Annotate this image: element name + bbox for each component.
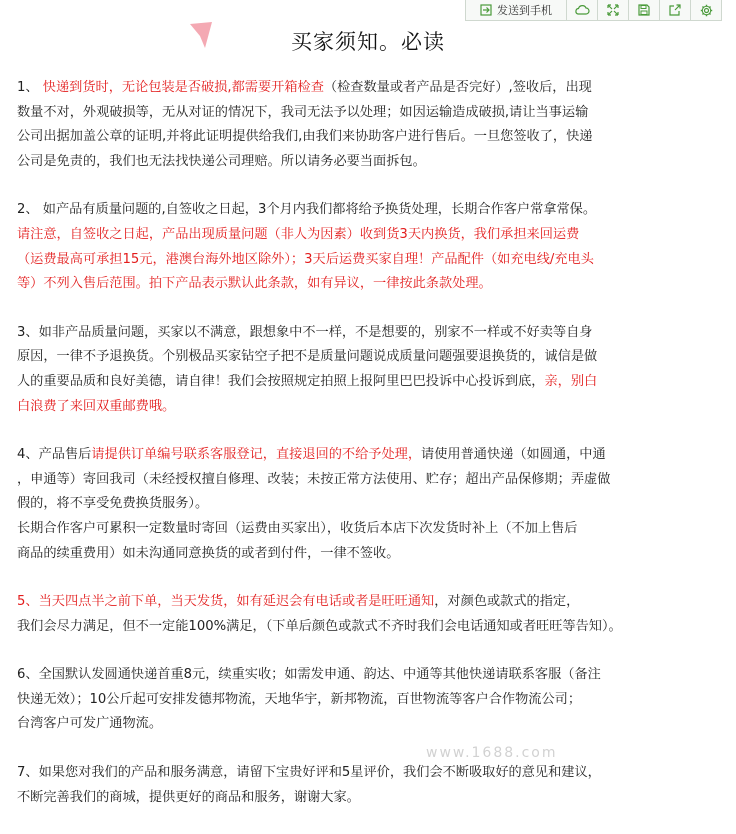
highlight-text: 亲，别白 xyxy=(544,373,598,389)
watermark: www.1688.com xyxy=(426,745,558,761)
notice-line xyxy=(17,125,722,150)
notice-text: 4、产品售后 xyxy=(17,447,92,463)
notice-line xyxy=(17,248,722,273)
save-button[interactable] xyxy=(628,0,659,20)
notice-text: 商品的续重费用）如未沟通同意换货的或者到付件，一律不签收。 xyxy=(17,545,400,561)
cloud-icon xyxy=(574,4,590,16)
notice-text: 原因，一律不予退换货。个别极品买家钻空子把不是质量问题说成质量问题强要退换货的，诚信是做 xyxy=(17,349,598,365)
notice-content xyxy=(17,76,722,834)
expand-icon xyxy=(607,4,619,16)
notice-text: 不断完善我们的商城，提供更好的商品和服务，谢谢大家。 xyxy=(17,789,360,805)
highlight-text: 快递到货时，无论包装是否破损,都需要开箱检查 xyxy=(42,80,324,95)
notice-text: ，申通等）寄回我司（未经授权擅自修理、改装；未按正常方法使用、贮存；超出产品保修期；弄虚做 xyxy=(17,471,611,487)
notice-text: 2、 如产品有质量问题的,自签收之日起，3个月内我们都将给予换货处理，长期合作客户常拿常保。 xyxy=(17,202,597,218)
notice-text: 公司出据加盖公章的证明,并将此证明提供给我们,由我们来协助客户进行售后。一旦您签收了，快递 xyxy=(17,129,593,145)
notice-text: 快递无效）；10公斤起可安排发德邦物流，天地华宇，新邦物流，百世物流等客户合作物流公司； xyxy=(17,691,582,707)
notice-line xyxy=(17,150,722,175)
settings-button[interactable] xyxy=(690,0,721,20)
send-to-phone-label: 发送到手机 xyxy=(497,4,552,17)
notice-text: 人的重要品质和良好美德，请自律！我们会按照规定拍照上报阿里巴巴投诉中心投诉到底， xyxy=(17,373,545,389)
notice-line xyxy=(17,370,722,395)
notice-line xyxy=(17,395,722,420)
notice-line xyxy=(17,761,722,786)
notice-line xyxy=(17,663,722,688)
notice-text: 7、如果您对我们的产品和服务满意，请留下宝贵好评和5星评价，我们会不断吸取好的意见和建议， xyxy=(17,765,601,781)
toolbar xyxy=(465,0,722,21)
notice-line xyxy=(17,590,722,615)
notice-text: 公司是免责的，我们也无法找快递公司理赔。所以请务必要当面拆包。 xyxy=(17,153,426,169)
notice-line xyxy=(17,712,722,737)
notice-text: 假的，将不享受免费换货服务）。 xyxy=(17,496,209,512)
highlight-text: （运费最高可承担15元，港澳台海外地区除外）；3天后运费买家自理！产品配件（如充电线/充电头 xyxy=(17,251,594,267)
send-to-phone-button[interactable] xyxy=(466,0,566,20)
highlight-text: 5、当天四点半之前下单，当天发货，如有延迟会有电话或者是旺旺通知 xyxy=(17,594,435,610)
notice-text: 台湾客户可发广通物流。 xyxy=(17,716,163,732)
notice-item-3 xyxy=(17,321,722,419)
settings-icon xyxy=(700,4,713,17)
notice-line xyxy=(17,688,722,713)
highlight-text: 白浪费了来回双重邮费哦。 xyxy=(17,398,176,414)
notice-item-6 xyxy=(17,663,722,737)
notice-line xyxy=(17,542,722,567)
notice-line xyxy=(17,198,722,223)
notice-item-2 xyxy=(17,198,722,296)
notice-item-7 xyxy=(17,761,722,810)
share-button[interactable] xyxy=(659,0,690,20)
notice-line xyxy=(17,615,722,640)
highlight-text: 请提供订单编号联系客服登记，直接退回的不给予处理， xyxy=(91,447,422,463)
notice-line xyxy=(17,223,722,248)
notice-text: 请使用普通快递（如圆通，中通 xyxy=(421,447,606,463)
highlight-text: 请注意，自签收之日起，产品出现质量问题（非人为因素）收到货3天内换货，我们承担来回运费 xyxy=(17,226,580,242)
send-to-phone-icon xyxy=(480,4,492,16)
notice-line xyxy=(17,443,722,468)
notice-text: ，对颜色或款式的指定， xyxy=(434,594,580,610)
notice-item-5 xyxy=(17,590,722,639)
notice-line xyxy=(17,345,722,370)
notice-item-1 xyxy=(17,76,722,174)
notice-item-4 xyxy=(17,443,722,566)
notice-line xyxy=(17,492,722,517)
notice-line xyxy=(17,468,722,493)
notice-line xyxy=(17,101,722,126)
notice-line xyxy=(17,272,722,297)
highlight-text: 等）不列入售后范围。拍下产品表示默认此条款，如有异议，一律按此条款处理。 xyxy=(17,276,492,292)
notice-text: 数量不对，外观破损等，无从对证的情况下，我司无法予以处理；如因运输造成破损,请让当事运输 xyxy=(17,104,589,120)
notice-text: 我们会尽力满足，但不一定能100%满足，（下单后颜色或款式不齐时我们会电话通知或者旺旺等告知）。 xyxy=(17,618,622,634)
notice-text: 1、 xyxy=(17,80,43,95)
save-icon xyxy=(638,4,650,16)
notice-line xyxy=(17,76,722,101)
cloud-button[interactable] xyxy=(566,0,597,20)
share-icon xyxy=(669,4,681,16)
notice-text: 6、全国默认发圆通快递首重8元，续重实收；如需发申通、韵达、中通等其他快递请联系客服（备注 xyxy=(17,667,601,683)
notice-line xyxy=(17,517,722,542)
notice-text: （检查数量或者产品是否完好）,签收后，出现 xyxy=(323,80,592,95)
expand-button[interactable] xyxy=(597,0,628,20)
page-title: 买家须知。必读 xyxy=(291,30,445,54)
notice-line xyxy=(17,786,722,811)
notice-text: 长期合作客户可累积一定数量时寄回（运费由买家出），收货后本店下次发货时补上（不加上售后 xyxy=(17,520,578,536)
notice-line xyxy=(17,321,722,346)
notice-text: 3、如非产品质量问题，买家以不满意，跟想象中不一样，不是想要的，别家不一样或不好卖等自身 xyxy=(17,324,593,340)
